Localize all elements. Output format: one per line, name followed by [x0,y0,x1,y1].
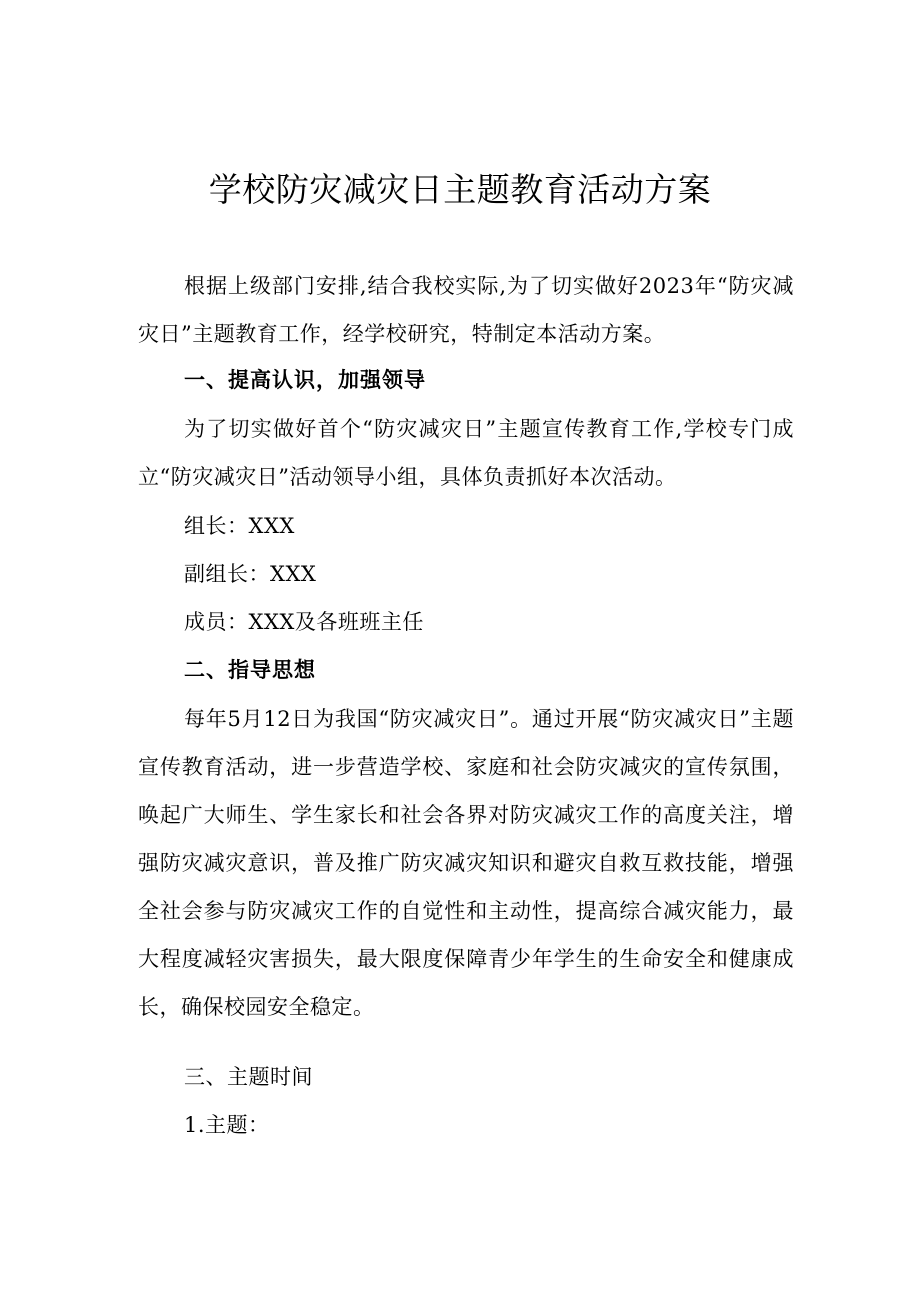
section3-item1: 1.主题： [184,1113,270,1137]
document-title: 学校防灾减灾日主题教育活动方案 [208,170,712,209]
section1-paragraph: 为了切实做好首个“防灾减灾日”主题宣传教育工作,学校专门成立“防灾减灾日”活动领导小组，具体负责抓好本次活动。 [138,417,794,489]
section2-heading: 二、指导思想 [184,658,316,682]
members-line: 成员：XXX及各班班主任 [184,610,424,634]
section1-heading: 一、提高认识，加强领导 [184,368,426,392]
intro-paragraph: 根据上级部门安排,结合我校实际,为了切实做好2023年“防灾减灾日”主题教育工作，经学校研究，特制定本活动方案。 [138,274,794,346]
deputy-line: 副组长：XXX [184,562,317,586]
leader-line: 组长：XXX [184,514,295,538]
section2-paragraph: 每年5月12日为我国“防灾减灾日”。通过开展“防灾减灾日”主题宣传教育活动，进一步营造学校、家庭和社会防灾减灾的宣传氛围，唤起广大师生、学生家长和社会各界对防灾减灾工作的高度关注，增强防灾减灾意识，普及推广防灾减灾知识和避灾自救互救技能，增强全社会参与防灾减灾工作的自觉性和主动性，提高综合减灾能力，最大程度减轻灾害损失，最大限度保障青少年学生的生命安全和健康成长，确保校园安全稳定。 [138,707,794,1019]
section3-heading: 三、主题时间 [184,1065,313,1089]
